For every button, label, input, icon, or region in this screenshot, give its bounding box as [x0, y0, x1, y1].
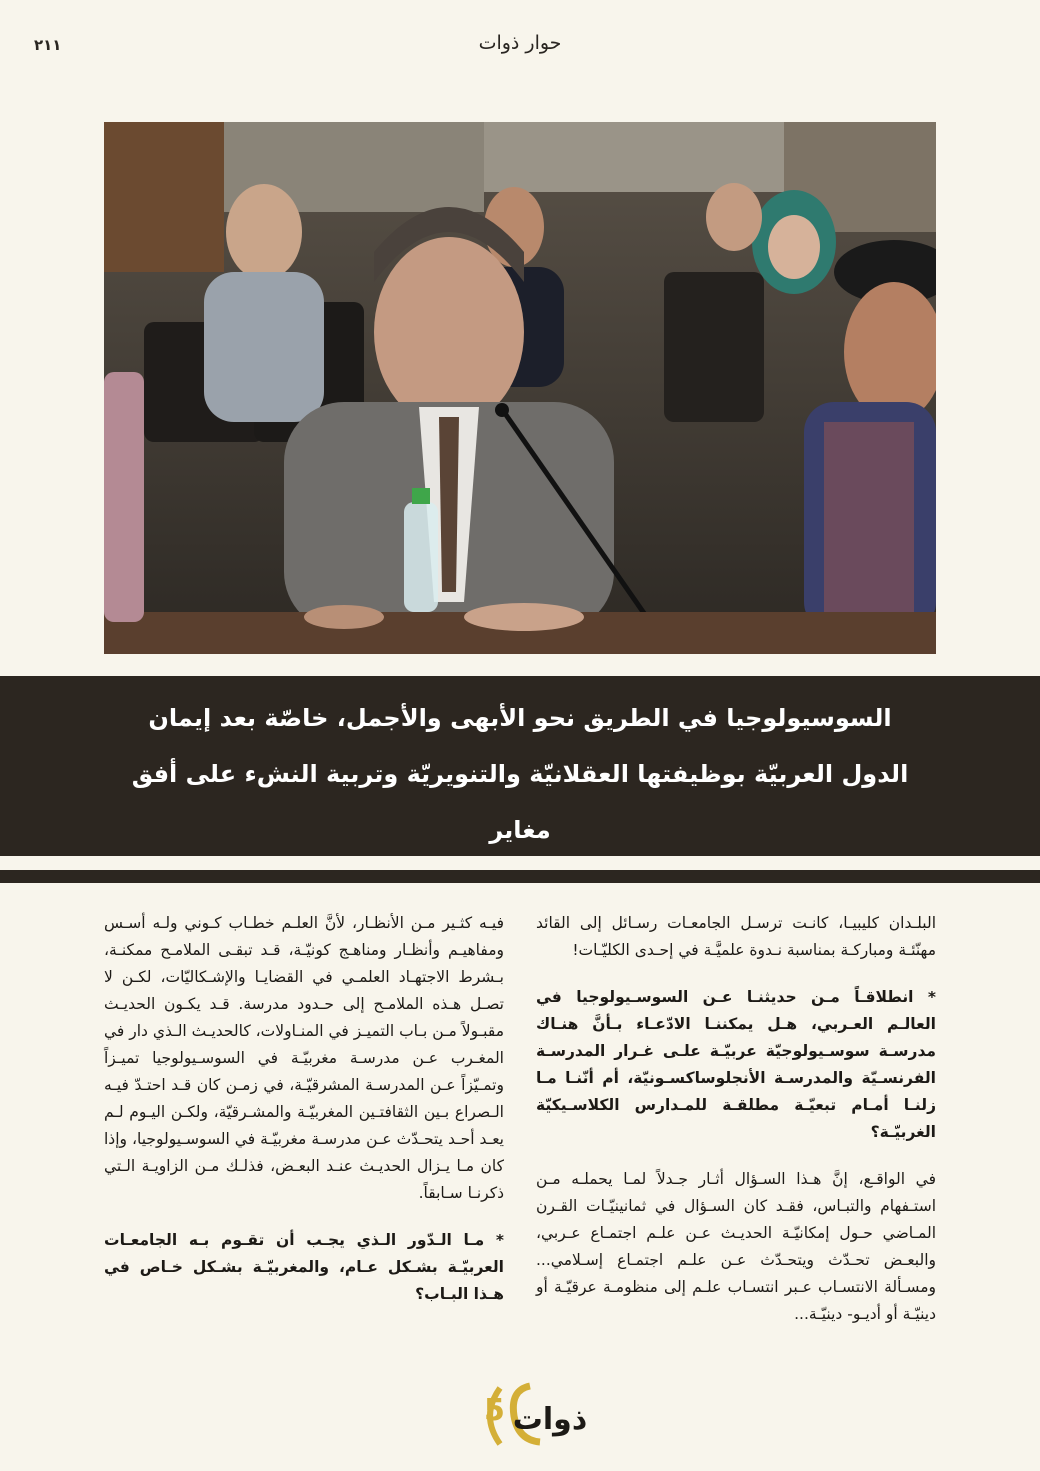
paragraph: في الواقـع، إنَّ هـذا السـؤال أثـار جـدلاً لمـا يحملـه مـن استـفهام والتبـاس، فقـد كان السـؤال في ثمانينيّـات القـرن المـاضي حـول إمكانيّـة الحديـث عـن علـم اجتمـاع عـربي، والبعـض تحـدّث ويتحـدّث عـن علـم اجتمـاع إسـلامي... ومسـألة الانتسـاب عـبر انتسـاب علـم إلى منظومـة عرقيّـة أو دينيّـة أو أديـو- دينيّـة...	[536, 1170, 936, 1323]
page-number: ٢١١	[34, 36, 62, 54]
right-column	[536, 910, 936, 1348]
pull-quote: السوسيولوجيا في الطريق نحو الأبهى والأجمل، خاصّة بعد إيمان الدول العربيّة بوظيفتها العقلانيّة والتنويريّة وتربية النشء على أفق مغاير	[131, 704, 909, 844]
paragraph: فيـه كثـير مـن الأنظـار، لأنَّ العلـم خطـاب كـوني ولـه أسـس ومفاهيـم وأنظـار ومناهـج كونيّـة، قـد تبقـى الملامـح ممكنـة، بـشرط الاجتهـاد العلمـي في القضايـا والإشـكاليّات، لكـن لا تصـل هـذه الملامـح إلى حـدود مدرسة. قـد يكـون الحديـث مقبـولاً مـن بـاب التميـز في المنـاولات، كالحديـث الـذي دار في المغـرب عـن مدرسـة مغربيّـة في السوسـيولوجيا تميـزاً وتمـيّزاً عـن المدرسـة المشرقيّـة، في زمـن كان قـد احتـدّ فيـه الـصراع بـين الثقافتـين المغربيّـة والمشـرقيّة، ولكـن اليـوم لـم يعـد أحـد يتحـدّث عـن مدرسـة مغربيّـة في السوسـيولوجيا، وإذا كان مـا يـزال الحديـث عنـد البعـض، فذلـك مـن الزاويـة الـتي ذكرنـا سـابقاً.	[104, 914, 504, 1202]
conference-photo-icon	[104, 122, 936, 654]
interview-question: * انطلاقـاً مـن حديثنـا عـن السوسـيولوجيا في العالـم العـربي، هـل يمكننـا الادّعـاء بـأنَّ هنـاك مدرسـة سوسـيولوجيّة عربيّـة علـى غـرار المدرسـة الفرنسـيّة والمدرسـة الأنجلوساكسـونيّة، أم أنّنـا مـا زلنـا أمـام تبعيّـة مطلقـة للمـدارس الكلاسـيكيّة الغربيّـة؟	[536, 988, 936, 1141]
left-column	[104, 910, 504, 1328]
section-divider	[0, 870, 1040, 883]
paragraph: البلـدان كليبيـا، كانـت ترسـل الجامعـات رسـائل إلى القائد مهنّئـة ومباركـة بمناسبة نـدوة علميَّـة في إحـدى الكليّـات!	[536, 914, 936, 959]
interview-question: * مـا الـدّور الـذي يجـب أن تقـوم بـه الجامعـات العربيّـة بشـكل عـام، والمغربيّـة بشـكل خـاص في هـذا البـاب؟	[104, 1231, 504, 1303]
conference-photo	[104, 122, 936, 654]
logo-text: ذوات	[512, 1402, 588, 1437]
svg-text:5: 5	[484, 1393, 505, 1428]
running-header-title: حوار ذوات	[478, 32, 562, 54]
